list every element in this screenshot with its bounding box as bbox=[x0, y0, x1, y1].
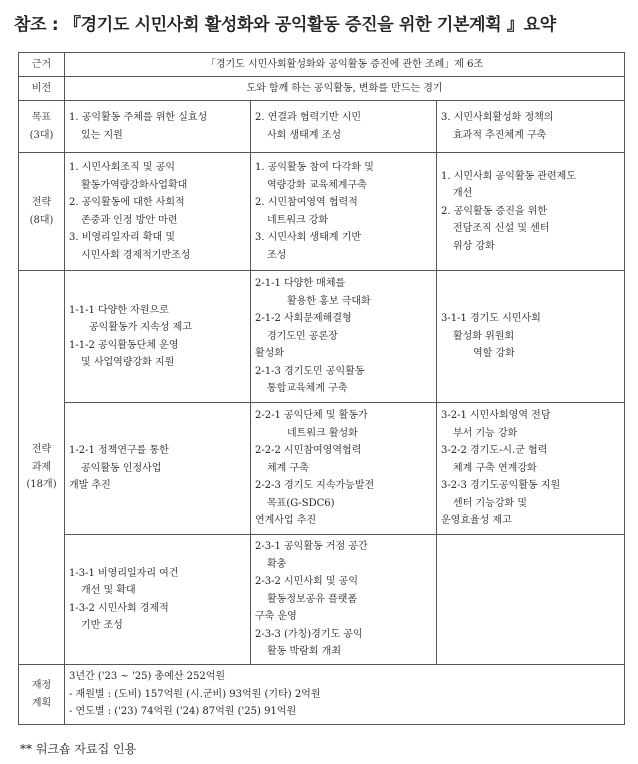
task-1-2: 1-2-1 정책연구를 통한 공익활동 인정사업 개발 추진 bbox=[65, 403, 251, 535]
row-tasks-2 bbox=[19, 403, 625, 535]
goal-1: 1. 공익활동 주체를 위한 실효성 있는 지원 bbox=[65, 101, 251, 153]
task-3-3-empty bbox=[437, 535, 625, 665]
finance-content: 3년간 ('23 ~ '25) 총예산 252억원 - 재원별 : (도비) 157억원 (시.군비) 93억원 (기타) 2억원 - 연도별 : ('23) 74억원 ('24) 87억원 ('25) 91억원 bbox=[65, 665, 625, 725]
row-basis bbox=[19, 53, 625, 77]
goal-3: 3. 시민사회활성화 정책의 효과적 추진체계 구축 bbox=[437, 101, 625, 153]
strategies-col-2: 1. 공익활동 참여 다각화 및 역량강화 교육체계구축 2. 시민참여영역 협력적 네트워크 강화 3. 시민사회 생태계 기반 조성 bbox=[251, 153, 437, 271]
strategies-col-1: 1. 시민사회조직 및 공익 활동가역량강화사업확대 2. 공익활동에 대한 사회적 존중과 인정 방안 마련 3. 비영리일자리 확대 및 시민사회 경제적기반조성 bbox=[65, 153, 251, 271]
row-goals bbox=[19, 101, 625, 153]
vision-content: 도와 함께 하는 공익활동, 변화를 만드는 경기 bbox=[65, 77, 625, 101]
plan-summary-table bbox=[18, 52, 625, 725]
label-basis: 근거 bbox=[19, 53, 65, 77]
footnote: ** 워크숍 자료집 인용 bbox=[20, 742, 137, 756]
label-goals: 목표 (3대) bbox=[19, 101, 65, 153]
row-tasks-3 bbox=[19, 535, 625, 665]
task-2-2: 2-2-1 공익단체 및 활동가 네트워크 활성화 2-2-2 시민참여영역협력 체계 구축 2-2-3 경기도 지속가능발전 목표(G-SDC6) 연계사업 추진 bbox=[251, 403, 437, 535]
label-vision: 비전 bbox=[19, 77, 65, 101]
task-1-1: 1-1-1 다양한 자원으로 공익활동가 지속성 제고 1-1-2 공익활동단체 운영 및 사업역량강화 지원 bbox=[65, 271, 251, 403]
label-strategies: 전략 (8대) bbox=[19, 153, 65, 271]
task-1-3: 1-3-1 비영리일자리 여건 개선 및 확대 1-3-2 시민사회 경제적 기반 조성 bbox=[65, 535, 251, 665]
task-2-1: 2-1-1 다양한 매체를 활용한 홍보 극대화 2-1-2 사회문제해결형 경기도민 공론장 활성화 2-1-3 경기도민 공익활동 통합교육체계 구축 bbox=[251, 271, 437, 403]
task-2-3: 2-3-1 공익활동 거점 공간 확충 2-3-2 시민사회 및 공익 활동정보공유 플랫폼 구축 운영 2-3-3 (가칭)경기도 공익 활동 박람회 개최 bbox=[251, 535, 437, 665]
label-tasks: 전략 과제 (18개) bbox=[19, 271, 65, 665]
page-title: 참조 : 『경기도 시민사회 활성화와 공익활동 증진을 위한 기본계획 』요약 bbox=[14, 15, 556, 35]
row-strategies bbox=[19, 153, 625, 271]
row-finance bbox=[19, 665, 625, 725]
goal-2: 2. 연결과 협력기반 시민 사회 생태계 조성 bbox=[251, 101, 437, 153]
basis-content: 「경기도 시민사회활성화와 공익활동 증진에 관한 조례」제 6조 bbox=[65, 53, 625, 77]
task-3-1: 3-1-1 경기도 시민사회 활성화 위원회 역할 강화 bbox=[437, 271, 625, 403]
task-3-2: 3-2-1 시민사회영역 전담 부서 기능 강화 3-2-2 경기도-시.군 협력 체계 구축 연계강화 3-2-3 경기도공익활동 지원 센터 기능강화 및 운영효율성 제고 bbox=[437, 403, 625, 535]
row-vision bbox=[19, 77, 625, 101]
label-finance: 재정 계획 bbox=[19, 665, 65, 725]
strategies-col-3: 1. 시민사회 공익활동 관련제도 개선 2. 공익활동 증진을 위한 전담조직 신설 및 센터 위상 강화 bbox=[437, 153, 625, 271]
row-tasks-1 bbox=[19, 271, 625, 403]
